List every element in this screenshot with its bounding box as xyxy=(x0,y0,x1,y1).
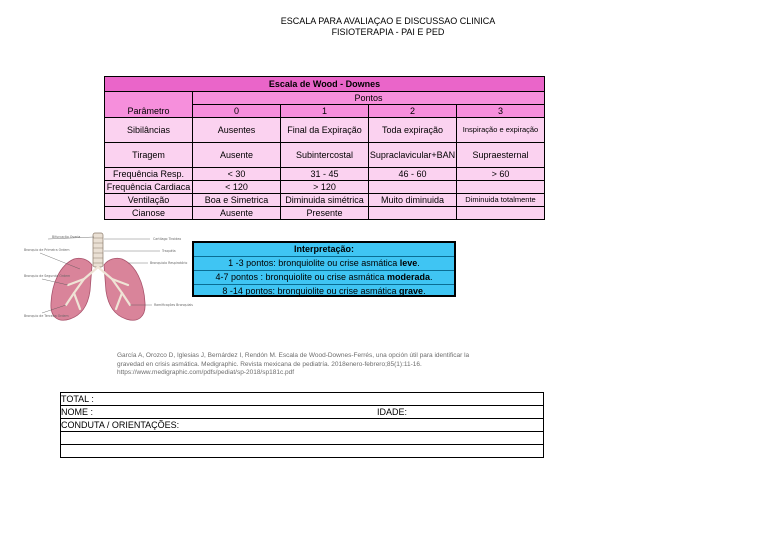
lung-label: Bronquiolo Respiratório xyxy=(150,261,188,265)
name-label: NOME : xyxy=(61,407,94,417)
row-cell: Inspiração e expiração xyxy=(457,118,545,143)
page-header xyxy=(0,16,768,38)
row-cell xyxy=(457,207,545,220)
severity-level: moderada xyxy=(387,272,431,282)
row-cell: Subintercostal xyxy=(281,143,369,168)
points-header: Pontos xyxy=(193,92,545,105)
points-col-2: 2 xyxy=(369,105,457,118)
row-cell: Diminuida totalmente xyxy=(457,194,545,207)
age-label: IDADE: xyxy=(377,407,408,417)
row-param: Frequência Cardiaca xyxy=(105,181,193,194)
severity-level: leve xyxy=(399,258,418,268)
row-cell: 31 - 45 xyxy=(281,168,369,181)
header-subtitle: FISIOTERAPIA - PAI E PED xyxy=(331,27,445,37)
reference-line: García A, Orozco D, Iglesias J, Bernárdez I, Rendón M. Escala de Wood-Downes-Ferrés, una opción útil para identificar la xyxy=(117,352,470,359)
row-cell xyxy=(369,181,457,194)
row-cell: < 30 xyxy=(193,168,281,181)
row-cell: Muito diminuida xyxy=(369,194,457,207)
row-cell: Diminuida simétrica xyxy=(281,194,369,207)
name-field[interactable] xyxy=(61,406,544,419)
row-cell: Ausente xyxy=(193,143,281,168)
points-col-1: 1 xyxy=(281,105,369,118)
interpretation-item: 4-7 pontos : bronquiolite ou crise asmática moderada. xyxy=(194,271,454,285)
conduct-line[interactable] xyxy=(61,432,544,445)
lung-label: Bronquio de Terceira Ordem xyxy=(24,314,69,318)
row-param: Frequência Resp. xyxy=(105,168,193,181)
table-row xyxy=(105,118,545,143)
lung-label: Ramificações Bronquiais xyxy=(154,303,193,307)
lungs-illustration xyxy=(22,229,194,327)
patient-form xyxy=(60,392,544,458)
table-title: Escala de Wood - Downes xyxy=(105,77,545,92)
row-cell: > 60 xyxy=(457,168,545,181)
lung-label: Bronquio de Segunda Ordem xyxy=(24,274,71,278)
row-cell: Ausente xyxy=(193,207,281,220)
row-param: Ventilação xyxy=(105,194,193,207)
lung-label: Traquéia xyxy=(162,249,176,253)
header-title: ESCALA PARA AVALIAÇAO E DISCUSSAO CLINICA xyxy=(280,16,496,26)
row-cell xyxy=(457,181,545,194)
row-cell: 46 - 60 xyxy=(369,168,457,181)
table-row xyxy=(105,181,545,194)
param-header: Parâmetro xyxy=(105,92,193,118)
row-param: Cianose xyxy=(105,207,193,220)
reference-line: gravedad en crisis asmática. Medigraphic. Revista mexicana de pediatría. 2018enero-febrero;85(1):11-16. xyxy=(117,360,422,368)
row-cell: > 120 xyxy=(281,181,369,194)
points-col-0: 0 xyxy=(193,105,281,118)
interpretation-title: Interpretação: xyxy=(194,243,454,257)
conduct-line[interactable] xyxy=(61,445,544,458)
wood-downes-table xyxy=(104,76,545,220)
interpretation-box xyxy=(192,241,456,297)
lung-label: Bifurcação Ovaria xyxy=(52,235,81,239)
row-cell: < 120 xyxy=(193,181,281,194)
total-field[interactable]: TOTAL : xyxy=(61,393,544,406)
row-param: Sibilâncias xyxy=(105,118,193,143)
row-cell: Supraesternal xyxy=(457,143,545,168)
reference-citation xyxy=(117,352,499,378)
row-cell xyxy=(369,207,457,220)
lung-label: Bronquio de Primeira Ordem xyxy=(24,248,70,252)
row-cell: Ausentes xyxy=(193,118,281,143)
points-col-3: 3 xyxy=(457,105,545,118)
row-cell: Boa e Simetrica xyxy=(193,194,281,207)
severity-level: grave xyxy=(399,286,424,296)
table-row xyxy=(105,207,545,220)
row-cell: Presente xyxy=(281,207,369,220)
table-row xyxy=(105,168,545,181)
reference-link[interactable]: https://www.medigraphic.com/pdfs/pediat/sp-2018/sp181c.pdf xyxy=(117,369,295,376)
table-row xyxy=(105,194,545,207)
row-cell: Supraclavicular+BAN xyxy=(369,143,457,168)
conduct-field[interactable]: CONDUTA / ORIENTAÇÕES: xyxy=(61,419,544,432)
table-row xyxy=(105,143,545,168)
interpretation-item: 8 -14 pontos: bronquiolite ou crise asmática grave. xyxy=(222,286,426,296)
row-cell: Toda expiração xyxy=(369,118,457,143)
interpretation-item: 1 -3 pontos: bronquiolite ou crise asmática leve. xyxy=(194,257,454,271)
row-param: Tiragem xyxy=(105,143,193,168)
row-cell: Final da Expiração xyxy=(281,118,369,143)
lung-label: Cartilago Tiroideo xyxy=(153,237,182,241)
